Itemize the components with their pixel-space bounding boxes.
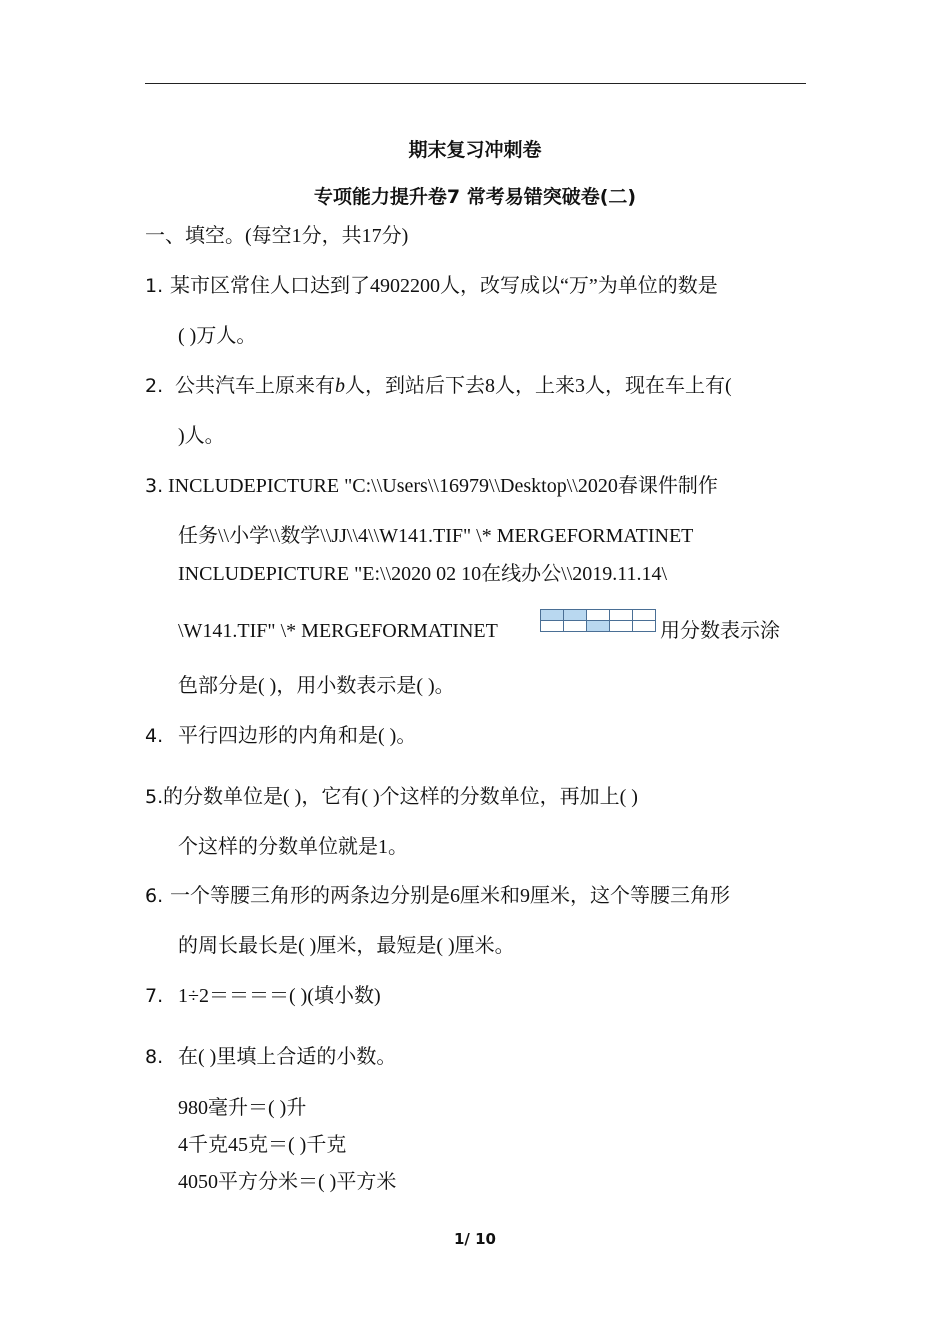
page-title: 期末复习冲刺卷: [408, 139, 542, 161]
question-text-part: 人，到站后下去8人，上来3人，现在车上有(: [345, 375, 732, 397]
grid-cell: [610, 610, 633, 621]
question-text: 个这样的分数单位就是1。: [178, 836, 408, 858]
top-rule: [145, 83, 806, 84]
question-text: 平行四边形的内角和是( )。: [178, 725, 417, 747]
grid-cell-shaded: [541, 610, 564, 621]
question-number: 1.: [145, 275, 164, 297]
field-code-text: INCLUDEPICTURE "E:\\2020 02 10在线办公\\2019.11.14\: [178, 563, 668, 585]
question-text: 的分数单位是( )，它有( )个这样的分数单位，再加上( ): [163, 786, 638, 808]
grid-cell: [633, 610, 656, 621]
grid-cell: [564, 621, 587, 632]
field-code-text: \W141.TIF" \* MERGEFORMATINET: [178, 620, 498, 642]
field-code-text: INCLUDEPICTURE "C:\\Users\\16979\\Desktop\\2020春课件制作: [168, 475, 718, 497]
conversion-item: 4050平方分米＝( )平方米: [178, 1171, 397, 1193]
question-text: 一个等腰三角形的两条边分别是6厘米和9厘米，这个等腰三角形: [170, 885, 730, 907]
grid-cell: [610, 621, 633, 632]
grid-cell: [541, 621, 564, 632]
conversion-item: 4千克45克＝( )千克: [178, 1134, 347, 1156]
page-number: 1/ 10: [453, 1230, 496, 1248]
conversion-item: 980毫升＝( )升: [178, 1097, 307, 1119]
question-number: 6.: [145, 885, 164, 907]
question-text-part: 公共汽车上原来有: [175, 375, 335, 397]
shaded-grid-figure: [540, 609, 656, 632]
grid-cell: [587, 610, 610, 621]
variable-b: b: [335, 375, 345, 397]
question-number: 5.: [145, 786, 164, 808]
question-number: 8.: [145, 1046, 164, 1068]
question-text: 的周长最长是( )厘米，最短是( )厘米。: [178, 935, 515, 957]
question-text: ( )万人。: [178, 325, 257, 347]
question-number: 7.: [145, 985, 164, 1007]
grid-cell-shaded: [564, 610, 587, 621]
question-text: 1÷2＝＝＝＝( )(填小数): [178, 985, 381, 1007]
question-text: 某市区常住人口达到了4902200人，改写成以“万”为单位的数是: [170, 275, 718, 297]
question-text: )人。: [178, 425, 225, 447]
grid-cell: [633, 621, 656, 632]
page-subtitle: 专项能力提升卷7 常考易错突破卷(二): [313, 186, 637, 208]
question-text: 用分数表示涂: [660, 620, 780, 642]
question-number: 3.: [145, 475, 164, 497]
question-text: 色部分是( )，用小数表示是( )。: [178, 675, 455, 697]
field-code-text: 任务\\小学\\数学\\JJ\\4\\W141.TIF" \* MERGEFORMATINET: [178, 525, 694, 547]
section-heading: 一、填空。(每空1分，共17分): [145, 225, 409, 247]
question-text: 在( )里填上合适的小数。: [178, 1046, 397, 1068]
question-text: [175, 376, 732, 396]
question-number: 4.: [145, 725, 164, 747]
question-number: 2.: [145, 375, 164, 397]
grid-cell-shaded: [587, 621, 610, 632]
